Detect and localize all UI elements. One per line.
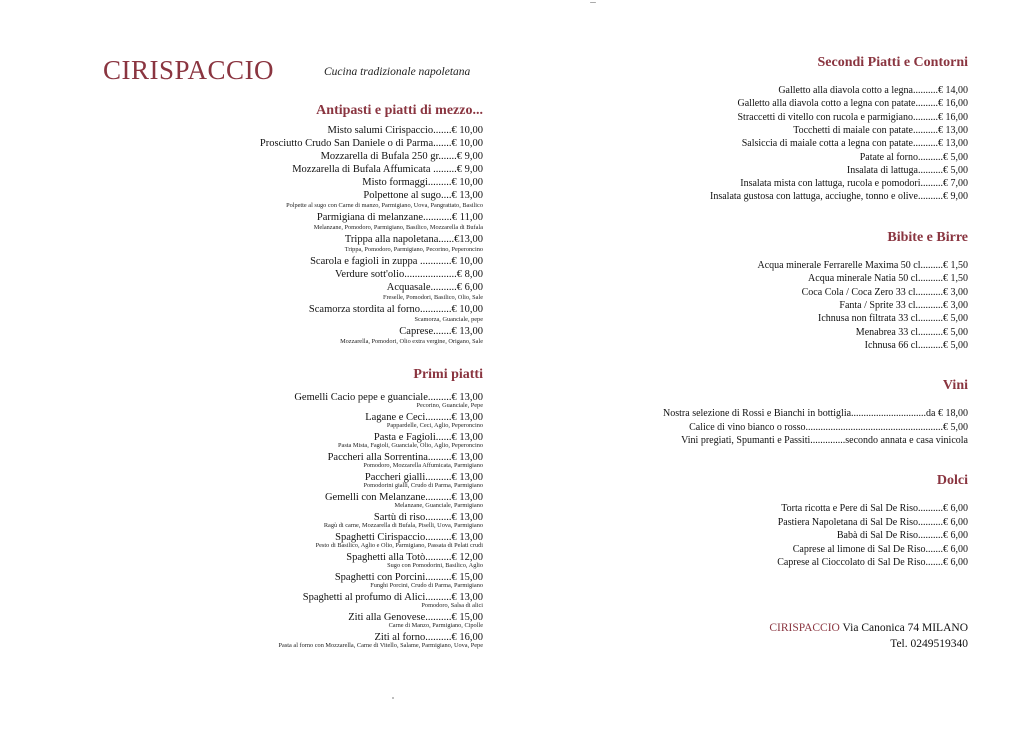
menu-item: Prosciutto Crudo San Daniele o di Parma.......€ 10,00	[259, 138, 483, 149]
menu-item: Caprese al Cioccolato di Sal De Riso.......€ 6,00	[777, 557, 968, 568]
tagline: Cucina tradizionale napoletana	[324, 66, 471, 78]
menu-item-description: Pecorino, Guanciale, Pepe	[416, 402, 483, 410]
menu-item: Ziti al forno..........€ 16,00	[374, 632, 483, 643]
vini-title: Vini	[942, 378, 968, 393]
menu-item-description: Polpette al sugo con Carne di manzo, Parmigiano, Uova, Pangrattato, Basilico	[286, 202, 483, 209]
menu-item: Paccheri alla Sorrentina.........€ 13,00	[327, 452, 483, 463]
menu-item-description: Sugo con Pomodorini, Basilico, Aglio	[387, 562, 483, 570]
menu-item-description: Carne di Manzo, Parmigiano, Cipolle	[388, 622, 483, 630]
menu-item: Spaghetti con Porcini..........€ 15,00	[334, 572, 483, 583]
menu-item: Gemelli Cacio pepe e guanciale.........€ 13,00	[294, 392, 483, 403]
bibite-title: Bibite e Birre	[887, 230, 968, 245]
menu-item: Coca Cola / Coca Zero 33 cl...........€ 3,00	[801, 286, 968, 298]
menu-item: Mozzarella di Bufala Affumicata .........€ 9,00	[292, 164, 483, 175]
menu-item: Acqua minerale Ferrarelle Maxima 50 cl.........€ 1,50	[757, 260, 968, 271]
menu-item: Sartù di riso..........€ 13,00	[373, 512, 483, 523]
menu-item: Vini pregiati, Spumanti e Passiti..............secondo annata e casa vinicola	[681, 435, 968, 446]
menu-item: Insalata di lattuga..........€ 5,00	[846, 164, 968, 176]
restaurant-name: CIRISPACCIO	[103, 55, 275, 85]
menu-item: Misto salumi Cirispaccio.......€ 10,00	[327, 125, 483, 136]
menu-item: Spaghetti alla Totò..........€ 12,00	[346, 552, 483, 563]
menu-item: Galletto alla diavola cotto a legna con patate.........€ 16,00	[737, 98, 968, 110]
menu-item: Misto formaggi.........€ 10,00	[362, 177, 483, 188]
menu-item: Acquasale..........€ 6,00	[386, 282, 483, 293]
menu-item: Scarola e fagioli in zuppa ............€ 10,00	[310, 256, 483, 267]
antipasti-title: Antipasti e piatti di mezzo...	[316, 103, 483, 118]
menu-item: Acqua minerale Natia 50 cl..........€ 1,50	[808, 273, 968, 285]
menu-item: Patate al forno..........€ 5,00	[859, 151, 968, 163]
menu-item-description: Pasta al forno con Mozzarella, Carne di Vitello, Salame, Parmigiano, Uova, Pepe	[278, 642, 483, 650]
menu-item: Polpettone al sugo....€ 13,00	[363, 190, 483, 201]
footer-restaurant-name: CIRISPACCIO	[769, 622, 840, 634]
menu-item-description: Pomodorini gialli, Crudo di Parma, Parmigiano	[363, 482, 483, 490]
menu-item-description: Funghi Porcini, Crudo di Parma, Parmigiano	[370, 582, 483, 590]
menu-item-description: Ragù di carne, Mozzarella di Bufala, Piselli, Uova, Parmigiano	[323, 522, 483, 530]
menu-item: Caprese.......€ 13,00	[399, 326, 483, 337]
primi-title: Primi piatti	[413, 367, 483, 382]
right-column	[548, 0, 968, 729]
menu-item: Pastiera Napoletana di Sal De Riso..........€ 6,00	[777, 516, 968, 528]
menu-item-description: Pasta Mista, Fagioli, Guanciale, Olio, Aglio, Peperoncino	[338, 442, 483, 450]
menu-item-description: Pappardelle, Ceci, Aglio, Peperoncino	[386, 422, 483, 430]
menu-item: Verdure sott'olio....................€ 8,00	[334, 269, 483, 280]
menu-item: Menabrea 33 cl..........€ 5,00	[855, 326, 968, 338]
menu-item: Fanta / Sprite 33 cl...........€ 3,00	[839, 299, 968, 311]
menu-item: Parmigiana di melanzane...........€ 11,00	[316, 212, 483, 223]
menu-item-description: Scamorza, Guanciale, pepe	[414, 316, 483, 323]
menu-item: Salsiccia di maiale cotta a legna con patate..........€ 13,00	[741, 138, 968, 150]
footer-address	[769, 622, 968, 634]
paper-speck	[392, 697, 394, 699]
menu-item: Scamorza stordita al forno............€ 10,00	[308, 304, 483, 315]
dolci-title: Dolci	[936, 473, 968, 488]
menu-item: Insalata gustosa con lattuga, acciughe, tonno e olive..........€ 9,00	[710, 191, 968, 203]
menu-item: Torta ricotta e Pere di Sal De Riso..........€ 6,00	[781, 503, 968, 514]
left-column	[83, 0, 483, 729]
menu-item: Insalata mista con lattuga, rucola e pomodori.........€ 7,00	[740, 178, 968, 190]
menu-item: Spaghetti al profumo di Alici..........€ 13,00	[302, 592, 483, 603]
footer-street: Via Canonica 74 MILANO	[842, 622, 968, 634]
paper-speck	[590, 2, 596, 3]
menu-item-description: Melanzane, Pomodoro, Parmigiano, Basilico, Mozzarella di Bufala	[313, 224, 483, 231]
menu-item: Nostra selezione di Rossi e Bianchi in bottiglia..............................da € 18,00	[663, 408, 968, 419]
menu-item: Trippa alla napoletana......€13,00	[344, 234, 483, 245]
secondi-title: Secondi Piatti e Contorni	[817, 55, 968, 70]
menu-item: Ichnusa non filtrata 33 cl..........€ 5,00	[818, 313, 968, 325]
menu-item-description: Pomodoro, Salsa di alici	[421, 602, 483, 610]
menu-item: Paccheri gialli..........€ 13,00	[364, 472, 483, 483]
menu-item: Babà di Sal De Riso..........€ 6,00	[836, 530, 968, 541]
menu-item-description: Pesto di Basilico, Aglio e Olio, Parmigiano, Passata di Pelati crudi	[315, 542, 483, 550]
menu-item-description: Trippa, Pomodoro, Parmigiano, Pecorino, Peperoncino	[344, 246, 483, 253]
menu-item: Tocchetti di maiale con patate..........€ 13,00	[793, 124, 968, 136]
menu-item-description: Mozzarella, Pomodori, Olio extra vergine, Origano, Sale	[340, 338, 483, 345]
menu-item-description: Melanzane, Guanciale, Parmigiano	[394, 502, 483, 510]
menu-item: Galletto alla diavola cotto a legna..........€ 14,00	[778, 85, 968, 96]
menu-item: Ichnusa 66 cl..........€ 5,00	[864, 339, 968, 351]
menu-item: Calice di vino bianco o rosso.......................................................€ 5,00	[689, 421, 968, 433]
menu-item-description: Freselle, Pomodori, Basilico, Olio, Sale	[382, 294, 483, 301]
menu-item: Ziti alla Genovese..........€ 15,00	[348, 612, 483, 623]
menu-item: Lagane e Ceci..........€ 13,00	[365, 412, 483, 423]
menu-item: Straccetti di vitello con rucola e parmigiano..........€ 16,00	[737, 111, 968, 123]
menu-item: Spaghetti Cirispaccio..........€ 13,00	[335, 532, 483, 543]
menu-item: Mozzarella di Bufala 250 gr.......€ 9,00	[320, 151, 483, 162]
menu-item: Gemelli con Melanzane..........€ 13,00	[324, 492, 483, 503]
menu-item: Pasta e Fagioli......€ 13,00	[373, 432, 483, 443]
footer-phone: Tel. 0249519340	[890, 638, 968, 650]
menu-item: Caprese al limone di Sal De Riso.......€ 6,00	[792, 543, 968, 555]
menu-item-description: Pomodoro, Mozzarella Affumicata, Parmigiano	[363, 462, 483, 470]
